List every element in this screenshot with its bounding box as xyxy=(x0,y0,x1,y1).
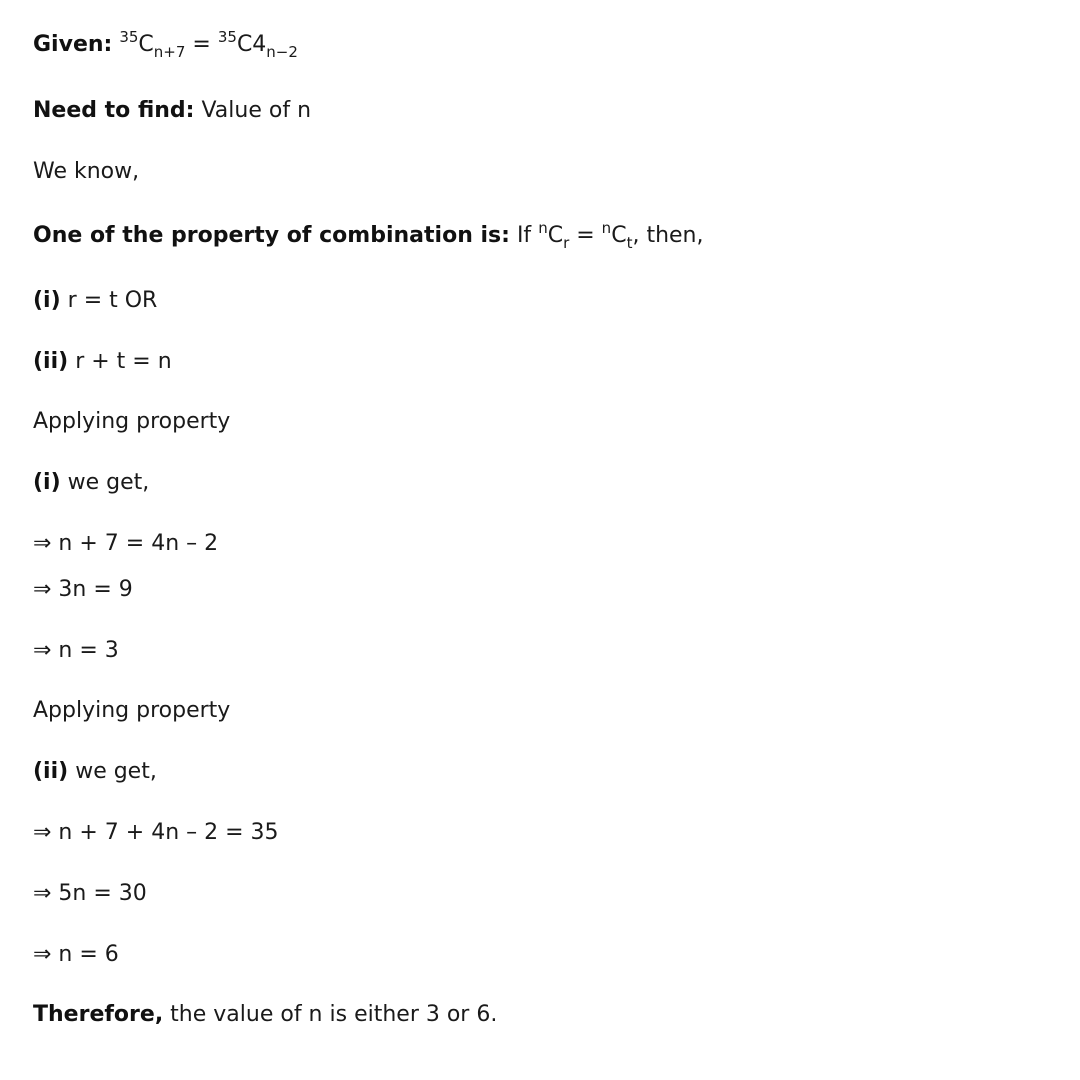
apply-ii-line xyxy=(33,757,157,787)
property-ii-label: (ii) xyxy=(33,349,69,374)
given-equals: = xyxy=(185,32,218,57)
given-lhs-superscript: 35 xyxy=(119,28,139,46)
need-label: Need to find: xyxy=(33,98,195,123)
property-n1-superscript: n xyxy=(538,219,548,237)
property-if: If xyxy=(509,223,539,248)
property-c1-base: C xyxy=(547,223,564,248)
given-rhs-subscript: n−2 xyxy=(266,43,298,61)
apply-i-label: (i) xyxy=(33,470,61,495)
property-i-label: (i) xyxy=(33,288,61,313)
step-2b: ⇒ 5n = 30 xyxy=(33,881,147,906)
property-i-text: r = t OR xyxy=(60,288,158,313)
apply-i-line xyxy=(33,468,149,498)
given-rhs-superscript: 35 xyxy=(217,28,237,46)
property-c2-base: C xyxy=(611,223,627,248)
step-1a: ⇒ n + 7 = 4n – 2 xyxy=(33,531,219,556)
property-i-line xyxy=(33,286,157,316)
step-2a: ⇒ n + 7 + 4n – 2 = 35 xyxy=(33,820,279,845)
property-then: , then, xyxy=(632,223,704,248)
property-ii-text: r + t = n xyxy=(68,349,172,374)
given-lhs-base: C xyxy=(138,32,154,57)
given-lhs-subscript: n+7 xyxy=(153,43,186,61)
given-line xyxy=(33,30,298,60)
we-know-line: We know, xyxy=(33,159,140,184)
need-text: Value of n xyxy=(194,98,312,123)
apply-ii-text: we get, xyxy=(68,759,157,784)
conclusion-line xyxy=(33,1000,497,1030)
property-c1-subscript: r xyxy=(563,234,570,252)
property-n2-superscript: n xyxy=(601,219,612,237)
applying-property-1: Applying property xyxy=(33,409,231,434)
property-line xyxy=(33,221,703,251)
property-c2-subscript: t xyxy=(626,234,633,252)
apply-ii-label: (ii) xyxy=(33,759,69,784)
property-equals: = xyxy=(569,223,602,248)
given-rhs-base: C4 xyxy=(236,32,267,57)
step-2c: ⇒ n = 6 xyxy=(33,942,119,967)
conclusion-label: Therefore, xyxy=(33,1002,164,1027)
step-1b: ⇒ 3n = 9 xyxy=(33,577,133,602)
property-ii-line xyxy=(33,347,172,377)
applying-property-2: Applying property xyxy=(33,698,231,723)
apply-i-text: we get, xyxy=(60,470,150,495)
step-1c: ⇒ n = 3 xyxy=(33,638,119,663)
conclusion-text: the value of n is either 3 or 6. xyxy=(163,1002,498,1027)
property-label: One of the property of combination is: xyxy=(33,223,510,248)
given-label: Given: xyxy=(33,32,113,57)
need-line xyxy=(33,96,311,126)
